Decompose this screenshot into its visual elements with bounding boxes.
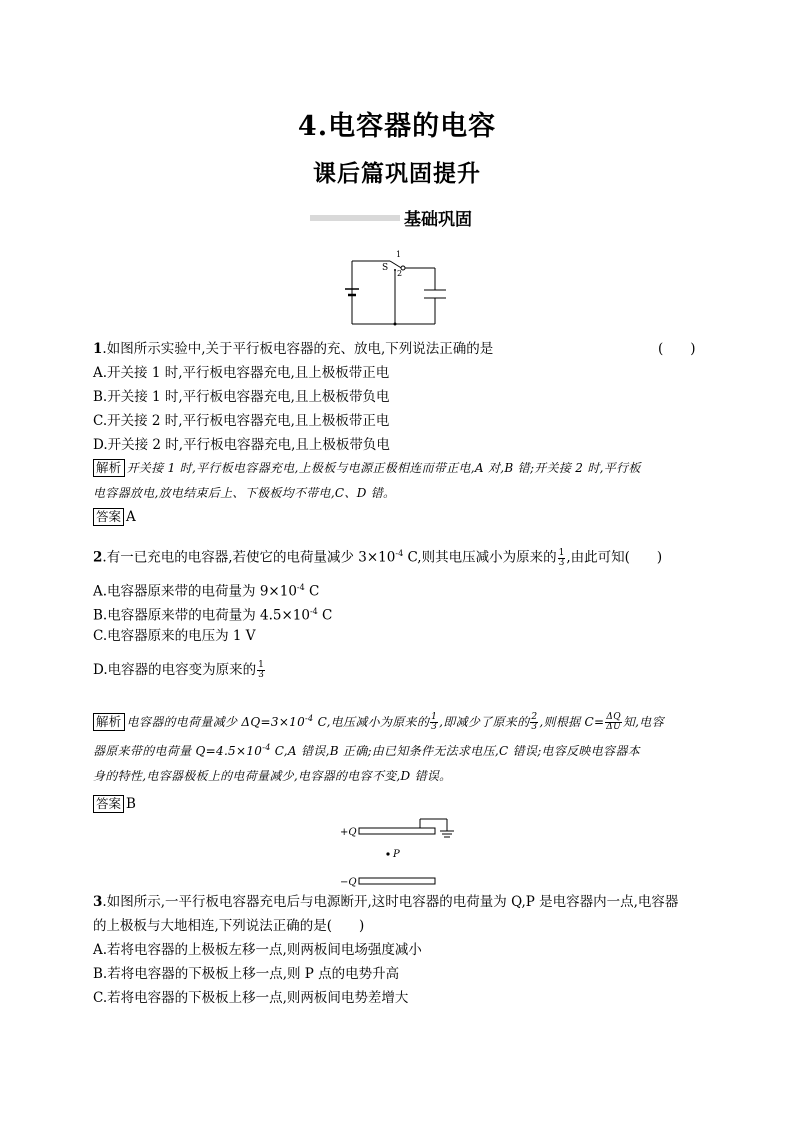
switch-pos-1: 1 — [396, 250, 402, 259]
section-bar — [310, 215, 400, 221]
q2-ana-1c: ,即减少了原来的 — [439, 715, 530, 729]
q2-option-a — [93, 579, 319, 601]
q2-analysis — [93, 706, 703, 789]
q2-option-d-fraction — [257, 661, 265, 680]
frac-num: 1 — [558, 547, 565, 558]
q2-analysis-tag: 解析 — [93, 713, 125, 731]
q2-option-a-exp: -4 — [296, 583, 305, 592]
q2-ana-1b: C,电压减小为原来的 — [313, 715, 430, 729]
q2-ana-frac-2 — [530, 713, 538, 732]
q2-ana-2a: 器原来带的电荷量 Q=4.5×10 — [93, 744, 263, 758]
q2-option-b-exp: -4 — [309, 607, 318, 616]
upper-plate — [359, 828, 435, 834]
q2-number: 2 — [93, 549, 103, 566]
q1-analysis — [93, 456, 703, 506]
q1-answer-value: A — [126, 509, 136, 525]
q2-stem-fraction — [558, 549, 566, 568]
q2-stem-a: .有一已充电的电容器,若使它的电荷量减少 3×10 — [102, 549, 396, 566]
q1-paren: ( ) — [658, 341, 696, 357]
q1-option-b: B.开关接 1 时,平行板电容器充电,且上极板带负电 — [93, 389, 390, 405]
q3-text-1: .如图所示,一平行板电容器充电后与电源断开,这时电容器的电荷量为 Q,P 是电容器内一点,电容器 — [102, 894, 679, 910]
q3-stem-line-1 — [93, 893, 678, 911]
q3-stem-line-2: 的上极板与大地相连,下列说法正确的是( ) — [93, 918, 365, 934]
q2-ana-frac-3 — [605, 713, 621, 732]
switch-pos-2: 2 — [397, 269, 403, 278]
q1-option-d: D.开关接 2 时,平行板电容器充电,且上极板带负电 — [93, 437, 390, 453]
lower-charge-label: −Q — [340, 877, 357, 888]
q2-option-a-text: A.电容器原来带的电荷量为 9×10 — [93, 583, 297, 600]
q3-option-c: C.若将电容器的下极板上移一点,则两板间电势差增大 — [93, 990, 409, 1006]
q2-option-a-unit: C — [304, 583, 320, 600]
switch-label: S — [382, 263, 389, 273]
frac-num: ΔQ — [606, 712, 621, 722]
q2-ana-1a: 电容器的电荷量减少 ΔQ=3×10 — [126, 715, 306, 729]
q2-ana-1e: 知,电容 — [622, 715, 664, 729]
q2-stem — [93, 545, 662, 568]
frac-den: 3 — [431, 722, 438, 732]
q2-option-b — [93, 603, 332, 625]
q2-stem-exp: -4 — [395, 549, 404, 558]
q1-number: 1 — [93, 341, 103, 357]
q1-analysis-line-1: 开关接 1 时,平行板电容器充电,上极板与电源正极相连而带正电,A 对,B 错;开关接 2 时,平行板 — [126, 461, 641, 475]
q1-option-c: C.开关接 2 时,平行板电容器充电,且上极板带正电 — [93, 413, 390, 429]
frac-den: 3 — [531, 722, 538, 732]
q2-answer — [93, 795, 136, 813]
page-subtitle: 课后篇巩固提升 — [313, 160, 481, 187]
point-p — [386, 852, 389, 855]
q2-ana-1-exp: -4 — [305, 714, 314, 723]
q2-ana-1d: ,则根据 C= — [539, 715, 605, 729]
frac-den: 3 — [558, 557, 565, 568]
frac-num: 2 — [531, 712, 538, 722]
frac-den: 3 — [258, 670, 264, 680]
q2-option-b-text: B.电容器原来带的电荷量为 4.5×10 — [93, 607, 310, 624]
circuit-diagram — [340, 246, 450, 328]
page-title: 4.电容器的电容 — [297, 111, 497, 142]
q1-analysis-tag: 解析 — [93, 459, 125, 477]
section-title: 基础巩固 — [404, 210, 472, 230]
q1-answer — [93, 508, 136, 526]
point-p-label: P — [393, 849, 400, 860]
q2-stem-c: ,由此可知( ) — [566, 549, 663, 566]
q2-ana-frac-1 — [430, 713, 438, 732]
q2-ana-2b: C,A 错误,B 正确;由已知条件无法求电压,C 错误;电容反映电容器本 — [270, 744, 640, 758]
frac-den: ΔU — [606, 722, 621, 732]
q1-option-a: A.开关接 1 时,平行板电容器充电,且上极板带正电 — [93, 365, 390, 381]
q2-answer-value: B — [126, 796, 136, 812]
q1-answer-tag: 答案 — [93, 508, 124, 526]
q2-answer-tag: 答案 — [93, 795, 124, 813]
q3-option-a: A.若将电容器的上极板左移一点,则两板间电场强度减小 — [93, 942, 422, 958]
q2-ana-2-exp: -4 — [262, 743, 271, 752]
frac-num: 1 — [258, 660, 264, 670]
q2-ana-line-3: 身的特性,电容器极板上的电荷量减少,电容器的电容不变,D 错误。 — [93, 769, 452, 783]
q3-option-b: B.若将电容器的下极板上移一点,则 P 点的电势升高 — [93, 966, 400, 982]
q2-stem-b: C,则其电压减小为原来的 — [403, 549, 557, 566]
frac-num: 1 — [431, 712, 438, 722]
upper-charge-label: +Q — [340, 827, 357, 838]
lower-plate — [359, 878, 435, 884]
q3-number: 3 — [93, 894, 103, 910]
q2-option-d — [93, 661, 266, 680]
q1-analysis-line-2: 电容器放电,放电结束后上、下极板均不带电,C、D 错。 — [93, 486, 396, 500]
q2-option-c: C.电容器原来的电压为 1 V — [93, 628, 256, 644]
q2-option-b-unit: C — [317, 607, 333, 624]
q1-text: .如图所示实验中,关于平行板电容器的充、放电,下列说法正确的是 — [102, 341, 494, 357]
capacitor-diagram — [338, 812, 468, 890]
q1-stem — [93, 340, 493, 358]
q2-option-d-text: D.电容器的电容变为原来的 — [93, 662, 257, 678]
